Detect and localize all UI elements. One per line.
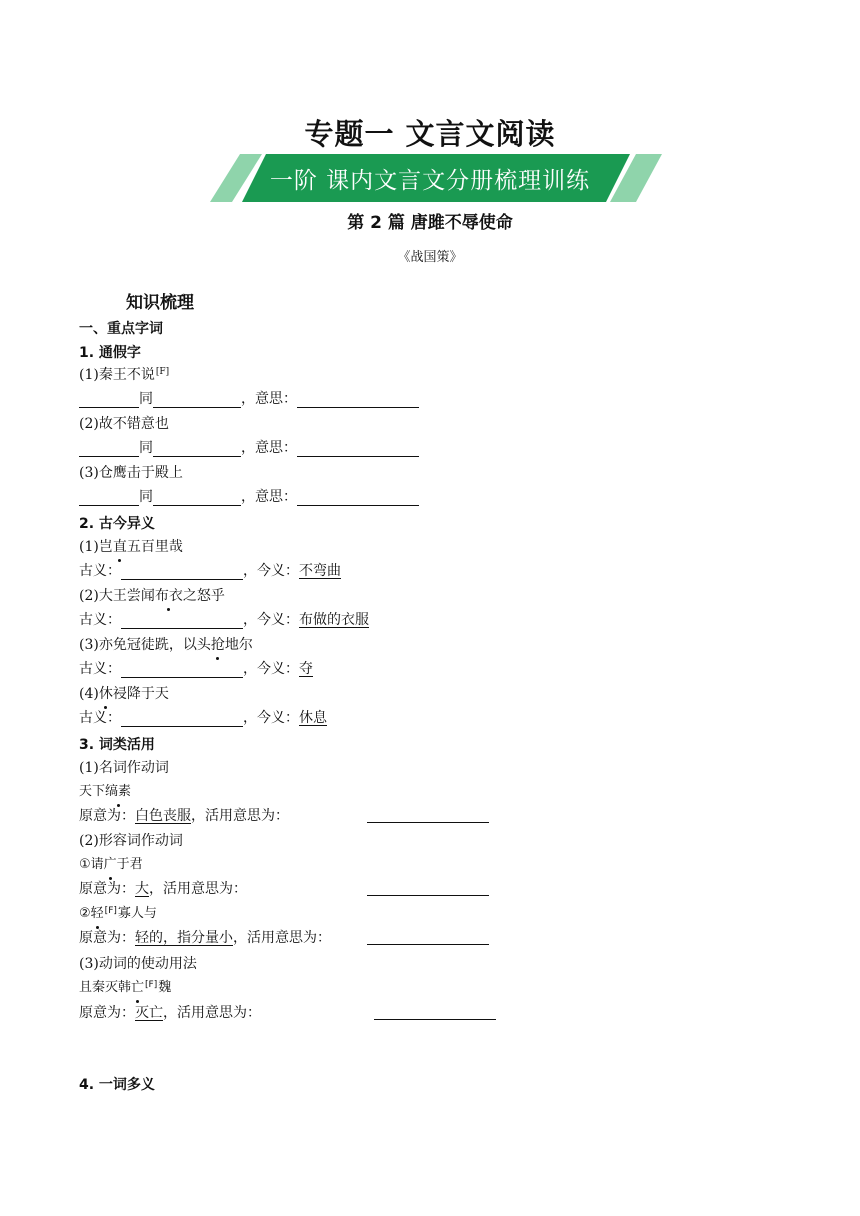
- cilei-example-4: 且秦灭韩亡[F]魏: [79, 980, 172, 995]
- tongjia-heading: 1. 通假字: [79, 345, 141, 361]
- tongjia-item-3: (3)仓鹰击于殿上: [79, 465, 183, 481]
- answer-blank[interactable]: [121, 663, 243, 678]
- answer-blank[interactable]: [374, 1005, 496, 1020]
- answer-blank[interactable]: [367, 881, 489, 896]
- f-mark-icon: [F]: [155, 367, 170, 377]
- yici-heading: 4. 一词多义: [79, 1077, 155, 1093]
- cilei-answer-row: 原意为：白色丧服，活用意思为：: [79, 808, 289, 824]
- answer-blank[interactable]: [297, 442, 419, 457]
- gujin-answer-row: 古义： ，今义：休息: [79, 710, 327, 726]
- answer-blank[interactable]: [121, 565, 243, 580]
- gujin-item-2: (2)大王尝闻布衣之怒乎: [79, 588, 225, 604]
- answer-blank[interactable]: [121, 712, 243, 727]
- cilei-answer-row: 原意为：大，活用意思为：: [79, 881, 247, 897]
- gujin-item-4: (4)休祲降于天: [79, 686, 169, 702]
- gujin-answer-row: 古义： ，今义：不弯曲: [79, 563, 341, 579]
- cilei-answer-row: 原意为：轻的，指分量小，活用意思为：: [79, 930, 331, 946]
- cilei-example-2: ①请广于君: [79, 857, 143, 872]
- cilei-example-3: ②轻[F]寡人与: [79, 906, 157, 921]
- tongjia-answer-row: 同 ，意思：: [79, 488, 419, 506]
- gujin-answer-row: 古义： ，今义：夺: [79, 661, 313, 677]
- source-label: 《战国策》: [397, 250, 463, 265]
- section-heading: 知识梳理: [126, 293, 194, 313]
- answer-blank[interactable]: [297, 491, 419, 506]
- answer-blank[interactable]: [153, 393, 241, 408]
- answer-blank[interactable]: [153, 491, 241, 506]
- answer-blank[interactable]: [79, 491, 139, 506]
- cilei-example-1: 天下缟素: [79, 784, 132, 799]
- cilei-sub-1: (1)名词作动词: [79, 760, 169, 776]
- gujin-answer-row: 古义： ，今义：布做的衣服: [79, 612, 369, 628]
- cilei-sub-2: (2)形容词作动词: [79, 833, 183, 849]
- gujin-item-1: (1)岂直五百里哉: [79, 539, 183, 555]
- answer-blank[interactable]: [79, 393, 139, 408]
- cilei-answer-row: 原意为：灭亡，活用意思为：: [79, 1005, 261, 1021]
- tongjia-item-1: (1)秦王不说[F]: [79, 367, 170, 383]
- f-mark-icon: [F]: [145, 980, 158, 990]
- cilei-sub-3: (3)动词的使动用法: [79, 956, 197, 972]
- answer-blank[interactable]: [121, 614, 243, 629]
- answer-blank[interactable]: [79, 442, 139, 457]
- answer-blank[interactable]: [367, 930, 489, 945]
- cilei-heading: 3. 词类活用: [79, 737, 155, 753]
- part-heading: 一、重点字词: [79, 321, 163, 337]
- chapter-title: 第 2 篇 唐雎不辱使命: [347, 213, 513, 233]
- banner-title: 一阶 课内文言文分册梳理训练: [269, 168, 591, 194]
- tongjia-answer-row: 同 ，意思：: [79, 390, 419, 408]
- f-mark-icon: [F]: [104, 906, 117, 916]
- answer-blank[interactable]: [367, 808, 489, 823]
- page-title: 专题一 文言文阅读: [304, 117, 556, 151]
- answer-blank[interactable]: [153, 442, 241, 457]
- gujin-heading: 2. 古今异义: [79, 516, 155, 532]
- tongjia-answer-row: 同 ，意思：: [79, 439, 419, 457]
- gujin-item-3: (3)亦免冠徒跣，以头抢地尔: [79, 637, 253, 653]
- answer-blank[interactable]: [297, 393, 419, 408]
- tongjia-item-2: (2)故不错意也: [79, 416, 169, 432]
